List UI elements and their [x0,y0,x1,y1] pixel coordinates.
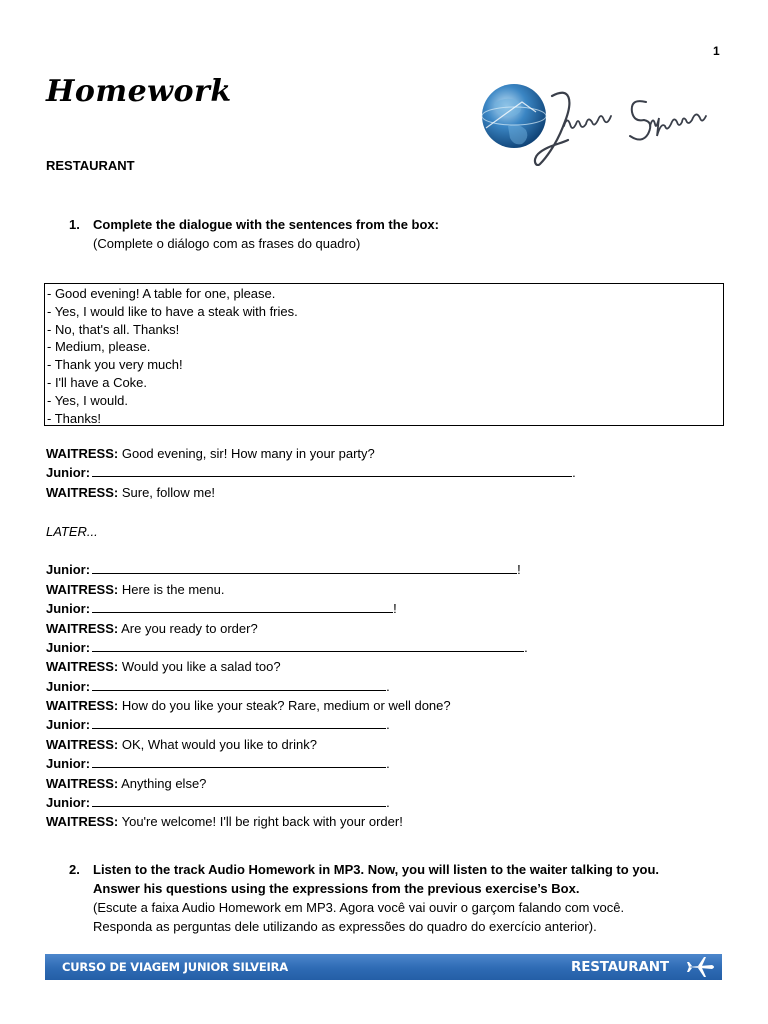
exercise-2 [69,860,719,936]
line-end: . [386,678,390,694]
exercise-1 [69,215,719,253]
dialogue-line [46,599,726,618]
dialogue-line [46,735,726,754]
speaker-label: WAITRESS: [46,620,119,636]
dialogue [46,444,726,832]
speaker-label: WAITRESS: [46,581,119,597]
speaker-label: WAITRESS: [46,659,119,675]
answer-blank[interactable] [92,638,524,652]
line-end: ! [393,601,397,617]
dialogue-line [46,812,726,831]
footer-section: RESTAURANT [571,959,669,975]
answer-blank[interactable] [92,754,386,768]
answer-blank[interactable] [92,560,517,574]
dialogue-line [46,754,726,773]
speaker-label: WAITRESS: [46,775,119,791]
box-item: - No, that's all. Thanks! [47,321,180,337]
section-heading: RESTAURANT [46,158,135,173]
box-item: - Yes, I would like to have a steak with fries. [47,303,298,319]
answer-blank[interactable] [92,677,386,691]
dialogue-line [46,715,726,734]
box-item: - Thanks! [47,410,101,426]
dialogue-line [46,580,726,599]
line-end: . [386,795,390,811]
exercise-instruction: Answer his questions using the expressions from the previous exercise’s Box. [93,881,580,896]
airplane-icon [686,956,716,978]
line-end: . [386,756,390,772]
answer-blank[interactable] [92,463,572,477]
box-item: - Thank you very much! [47,357,183,373]
exercise-translation: (Escute a faixa Audio Homework em MP3. Agora você vai ouvir o garçom falando com você. [93,900,625,915]
answer-blank[interactable] [92,793,386,807]
dialogue-line [46,463,726,482]
junior-silveira-logo [478,82,728,166]
line-text: Sure, follow me! [118,484,216,500]
exercise-instruction: Complete the dialogue with the sentences from the box: [93,217,439,232]
speaker-label: Junior: [46,601,91,617]
dialogue-line [46,638,726,657]
speaker-label: WAITRESS: [46,698,119,714]
dialogue-line [46,560,726,579]
dialogue-line [46,793,726,812]
speaker-label: Junior: [46,562,91,578]
speaker-label: Junior: [46,678,91,694]
speaker-label: WAITRESS: [46,484,119,500]
box-item: - Yes, I would. [47,392,128,408]
speaker-label: WAITRESS: [46,814,119,830]
line-text: Good evening, sir! How many in your party? [118,446,375,461]
line-text: Here is the menu. [118,581,225,597]
footer-bar [45,954,722,980]
speaker-label: Junior: [46,465,91,481]
dialogue-line [46,444,726,463]
answer-blank[interactable] [92,715,386,729]
footer-course-name: CURSO DE VIAGEM JUNIOR SILVEIRA [62,960,288,974]
speaker-label: Junior: [46,795,91,811]
page-title: Homework [46,74,232,109]
line-text: Would you like a salad too? [118,659,281,675]
exercise-instruction: Listen to the track Audio Homework in MP3. Now, you will listen to the waiter talking to you. [93,862,660,877]
speaker-label: Junior: [46,639,91,655]
spacer [46,541,726,560]
speaker-label: WAITRESS: [46,446,119,461]
dialogue-line [46,677,726,696]
answer-blank[interactable] [92,599,393,613]
line-text: OK, What would you like to drink? [118,736,317,752]
speaker-label: Junior: [46,756,91,772]
dialogue-line [46,483,726,502]
dialogue-line [46,774,726,793]
line-text: Anything else? [118,775,207,791]
exercise-translation: Responda as perguntas dele utilizando as expressões do quadro do exercício anterior). [93,919,597,934]
line-text: Are you ready to order? [118,620,258,636]
box-item: - Medium, please. [47,339,151,355]
line-end: . [572,465,576,481]
speaker-label: WAITRESS: [46,736,119,752]
page-number: 1 [713,44,720,58]
line-text: You're welcome! I'll be right back with your order! [118,814,403,830]
line-text: How do you like your steak? Rare, medium or well done? [118,698,451,714]
line-end: . [386,717,390,733]
dialogue-line [46,619,726,638]
dialogue-line [46,657,726,676]
exercise-translation: (Complete o diálogo com as frases do quadro) [93,236,361,251]
sentence-box [44,283,724,426]
exercise-number: 2. [69,862,80,877]
dialogue-line [46,696,726,715]
box-item: - Good evening! A table for one, please. [47,286,276,301]
line-end: ! [517,562,521,578]
speaker-label: Junior: [46,717,91,733]
box-item: - I'll have a Coke. [47,374,148,390]
spacer [46,502,726,521]
later-label: LATER... [46,523,98,539]
line-end: . [524,639,528,655]
exercise-number: 1. [69,217,80,232]
